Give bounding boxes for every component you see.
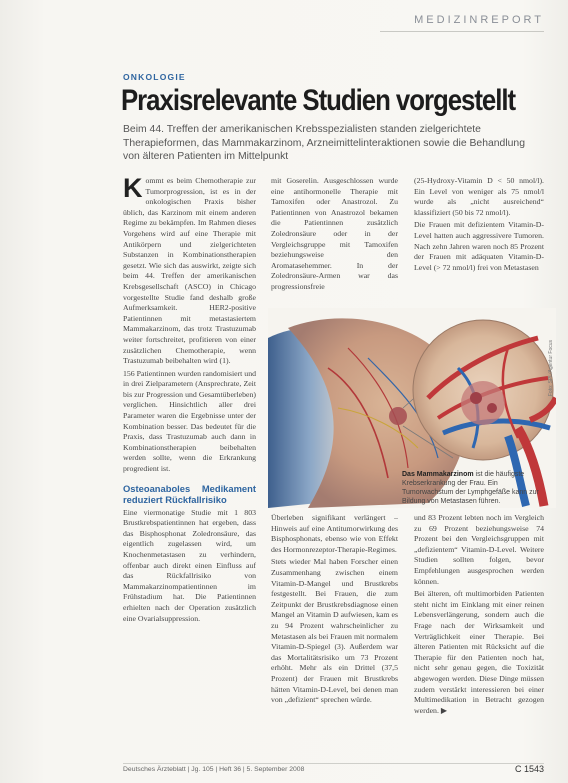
body-paragraph: Überleben signifikant verlängert – Hinweis auf eine Antitumorwirkung des Bisphosphonats, ebenso wie von Effekt des Hormonrezeptor-Therapie-Regimes. (271, 513, 398, 554)
rubric-divider (380, 31, 544, 32)
section-label: ONKOLOGIE (123, 72, 186, 82)
drop-cap: K (123, 176, 143, 203)
body-paragraph: Stets wieder Mal haben Forscher einen Zusammenhang zwischen einem Vitamin-D-Mangel und Brustkrebs festgestellt. Bei Frauen, die zum Zeitpunkt der Brustkrebsdiagnose einen Mangel an Vitamin D aufwiesen, kam es zu 94 Prozent wahrscheinlicher zu Metastasen als bei Frauen mit normalem Vitamin-D-Spiegel (3). Außerdem war das Mortalitätsrisiko um 73 Prozent erhöht. Mehr als ein Drittel (37,5 Prozent) der Frauen mit Brustkrebs hätten Vitamin-D-Level, bei denen man von „defizient“ sprechen würde. (271, 557, 398, 705)
body-paragraph: mit Goserelin. Ausgeschlossen wurde eine antihormonelle Therapie mit Tamoxifen oder Anastrozol. Zu Patientinnen von Anastrozol bekamen die Patientinnen zusätzlich Zoledronsäure oder in der Vergleichsgruppe mit Tamoxifen beziehungsweise den Aromatasehemmer. In der Zoledronsäure-Armen war das progressionsfreie (271, 176, 398, 291)
journal-footer: Deutsches Ärzteblatt | Jg. 105 | Heft 36 | 5. September 2008 (123, 766, 305, 773)
article-headline: Praxisrelevante Studien vorgestellt (121, 84, 516, 117)
text-column-2-bottom (271, 513, 398, 763)
caption-title: Das Mammakarzinom (402, 471, 474, 478)
caption-text: ist die häufigste Krebserkrankung der Frau. Ein Tumorwachstum der Lymphgefäße kann zur Bildung von Metastasen führen. (402, 471, 539, 505)
text-column-3-bottom (414, 513, 544, 763)
footer-divider (123, 763, 544, 764)
body-paragraph: Die Frauen mit defizientem Vitamin-D-Level hatten auch aggressivere Tumoren. Nach zehn Jahren waren noch 85 Prozent der Frauen mit adäquaten Vitamin-D-Level (> 72 nmol/l) frei von Metastasen (414, 220, 544, 272)
figure-caption (402, 470, 547, 506)
rubric-label: MEDIZINREPORT (414, 14, 544, 26)
body-paragraph: (25-Hydroxy-Vitamin D < 50 nmol/l). Ein Level von weniger als 75 nmol/l wurde als „nicht ausreichend“ klassifiziert (50 bis 72 nmol/l). (414, 176, 544, 217)
article-lead: Beim 44. Treffen der amerikanischen Krebsspezialisten standen zielgerichtete Therapieformen, das Mammakarzinom, Arzneimittelinteraktionen sowie die Behandlung von älteren Patienten im Mittelpunkt (123, 124, 525, 162)
body-paragraph: Eine viermonatige Studie mit 1 803 Brustkrebspatientinnen hat ergeben, dass das Bisphosphonat Zoledronsäure, das eigentlich zugelassen wird, um Knochenmetastasen zu verhindern, offenbar auch direkt einen Einfluss auf das Rückfallrisiko von Mammakarzinompatientinnen im Frühstadium hat. Die Patientinnen erhielten nach der Operation zusätzlich eine Ovarialsuppression. (123, 507, 256, 623)
photo-credit: Foto: SPL/Agentur Focus (548, 340, 554, 397)
text-column-2-top (271, 176, 398, 306)
text-column-3-top (414, 176, 544, 306)
body-paragraph: und 83 Prozent lebten noch im Vergleich zu 69 Prozent beziehungsweise 74 Prozent bei den Vergleichsgruppen mit „defizientem“ Vitamin-D-Level. Weitere Studien sollten folgen, bevor Empfehlungen ausgesprochen werden können. (414, 513, 544, 586)
body-paragraph: Bei älteren, oft multimorbiden Patienten steht nicht im Einklang mit einer reinen Lebensverlängerung, sondern auch die Frage nach der Wirksamkeit und Verträglichkeit einer Therapie. Bei älteren Patienten mit Rücksicht auf die Therapie für den Patienten noch hat, nicht sehr genau gegen, die Toxizität abgewogen werden. Diese Dinge müssen zudem verstärkt interessieren bei einer Multimedikation in Betracht gezogen werden. ▶ (414, 589, 544, 715)
body-paragraph: ommt es beim Chemotherapie zur Tumorprogression, ist es in der onkologischen Praxis bisher üblich, das Karzinom mit einem anderen Regime zu bekämpfen. Im Rahmen dieses Vorgehens wird auf eine Therapie mit Antikörpern und zielgerichteten Substanzen in Kombinationstherapien gesetzt. Wie sich das auswirkt, zeigte sich beim 44. Treffen der amerikanischen Krebsgesellschaft (ASCO) in Chicago vorgestellte Studie fand deshalb große Aufmerksamkeit. HER2-positive Patientinnen mit metastasiertem Mammakarzinom, das trotz Trastuzumab weiter fortschreitet, profitieren von einer zusätzlichen Chemotherapie, wenn Trastuzumab beibehalten wird (1). (123, 176, 256, 366)
page-number: C 1543 (514, 764, 544, 774)
body-paragraph: 156 Patientinnen wurden randomisiert und in drei Zielparametern (Ansprechrate, Zeit bis zur Progression und Gesamtüberleben) verglichen. Hinsichtlich aller drei Parameter waren die Ergebnisse unter der Kombination besser. Das bedeutet für die Praxis, dass Trastuzumab auch dann in Kombinationstherapien beibehalten werden sollte, wenn die Erkrankung progredient ist. (123, 368, 256, 474)
text-column-1 (123, 176, 256, 760)
article-subhead: Osteoanaboles Medikament reduziert Rückfallrisiko (123, 482, 256, 505)
